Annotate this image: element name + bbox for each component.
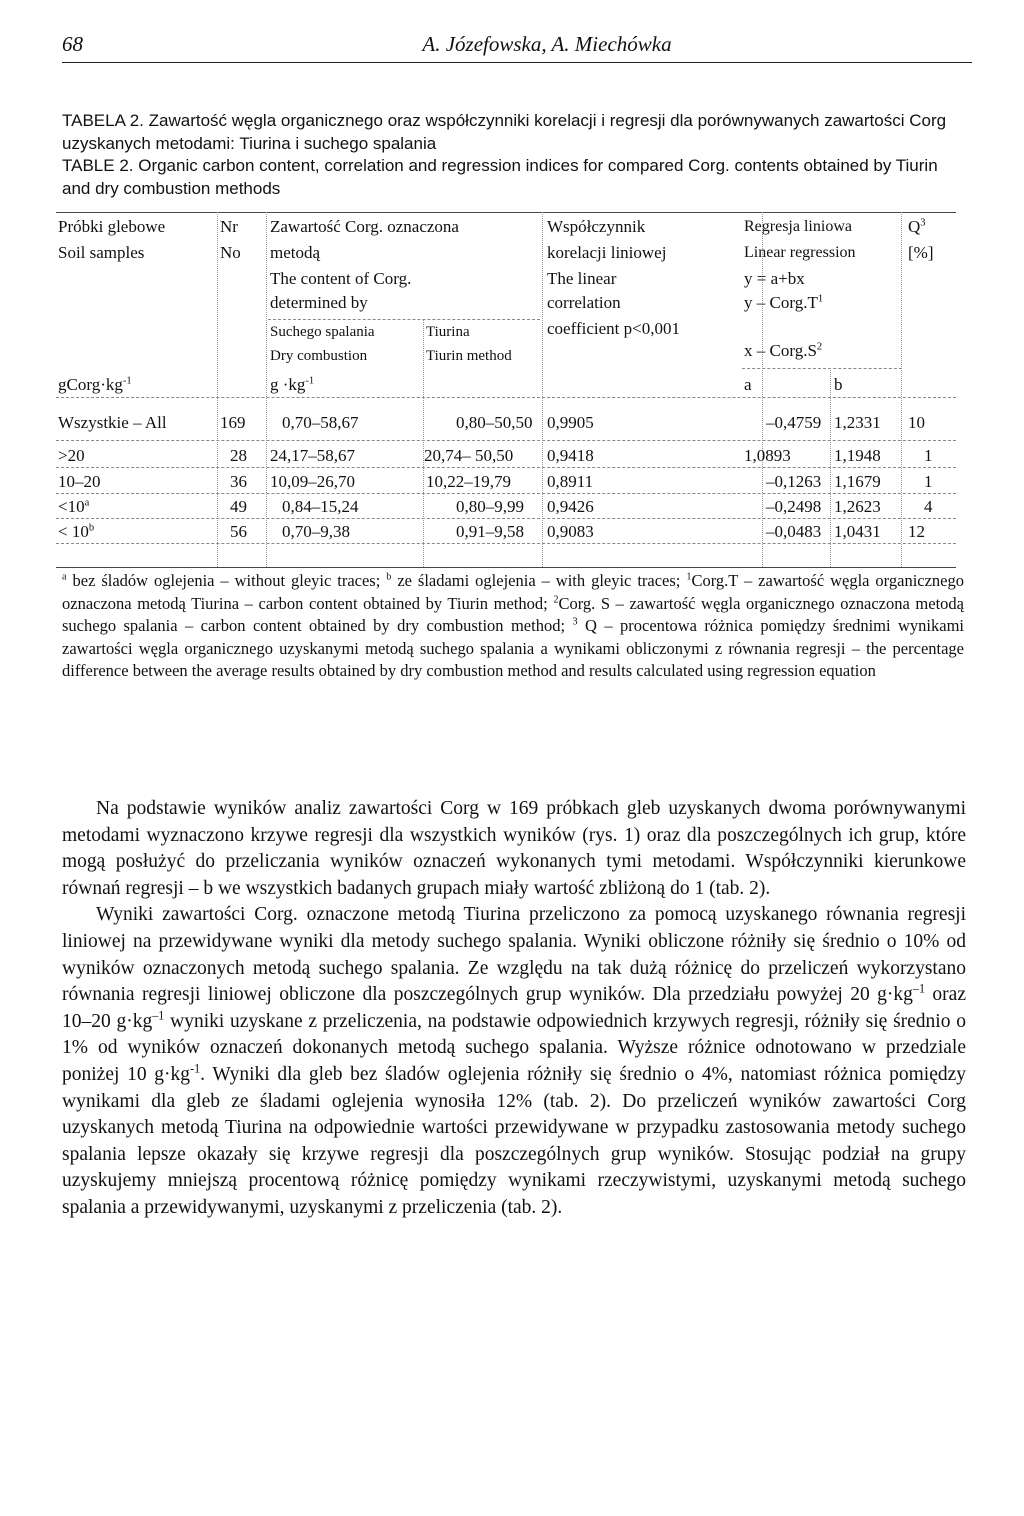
row-gt20-b: 1,1948: [834, 446, 881, 465]
row-10-20-sample: 10–20: [58, 472, 101, 491]
row-10-20-q: 1: [924, 472, 933, 491]
header-tiurin-en: Tiurin method: [426, 348, 512, 364]
page-number: 68: [62, 32, 83, 56]
row-lt10a-tiurin: 0,80–9,99: [456, 497, 524, 516]
row-gt20-tiurin: 20,74– 50,50: [424, 446, 514, 465]
row-gt20-a: 1,0893: [744, 446, 791, 465]
header-subrule: [268, 319, 540, 320]
header-a: a: [744, 375, 752, 394]
header-content-en-2: determined by: [270, 293, 368, 312]
header-content-pl-1: Zawartość Corg. oznaczona: [270, 217, 459, 236]
row-10-20-a: –0,1263: [766, 472, 822, 491]
header-coef-en-3: coefficient p<0,001: [547, 319, 680, 338]
row-10-20-b: 1,1679: [834, 472, 881, 491]
col-sep: [266, 212, 267, 567]
row-10-20-r: 0,8911: [547, 472, 594, 491]
row-all-nr: 169: [220, 413, 246, 432]
row-all-dry: 0,70–58,67: [282, 413, 359, 432]
table-bottom-rule: [56, 567, 956, 568]
row-gt20-q: 1: [924, 446, 933, 465]
header-nr-en: No: [220, 243, 241, 262]
header-nr-pl: Nr: [220, 217, 238, 236]
row-gt20-sample: >20: [58, 446, 85, 465]
running-head-authors: A. Józefowska, A. Miechówka: [422, 32, 672, 56]
header-reg-y: y – $Corg.T^1$: [744, 293, 824, 312]
header-reg-pl: Regresja liniowa: [744, 218, 852, 235]
header-rule: [62, 62, 972, 63]
header-subrule-reg: [742, 368, 902, 369]
header-reg-eq: y = a+bx: [744, 269, 805, 288]
row-10-20-nr: 36: [230, 472, 247, 491]
header-dry-en: Dry combustion: [270, 348, 368, 364]
row-lt10b-dry: 0,70–9,38: [282, 522, 350, 541]
header-coef-en-2: correlation: [547, 293, 621, 312]
row-lt10b-nr: 56: [230, 522, 247, 541]
col-sep: [901, 212, 902, 567]
table-footnotes: [62, 570, 964, 683]
header-rule: [56, 397, 956, 398]
row-lt10a-b: 1,2623: [834, 497, 881, 516]
unit-samples: $gCorg\cdot kg^{-1}$: [58, 375, 132, 394]
header-samples-pl: Próbki glebowe: [58, 217, 166, 236]
col-sep: [423, 320, 424, 567]
row-gt20-dry: 24,17–58,67: [270, 446, 355, 465]
row-lt10b-r: 0,9083: [547, 522, 594, 541]
col-sep: [542, 212, 543, 567]
row-lt10a-dry: 0,84–15,24: [282, 497, 359, 516]
header-tiurin-pl: Tiurina: [426, 324, 470, 340]
row-lt10b-a: –0,0483: [766, 522, 822, 541]
row-lt10b-q: 12: [908, 522, 925, 541]
row-lt10b-tiurin: 0,91–9,58: [456, 522, 524, 541]
row-lt10a-a: –0,2498: [766, 497, 822, 516]
header-q: $Q^3$: [908, 217, 926, 236]
row-lt10a-sample: $<10^a$: [58, 497, 90, 516]
caption-english: TABLE 2. Organic carbon content, correlation and regression indices for compared Corg. contents obtained by Tiurin and dry combustion methods: [62, 156, 938, 198]
header-reg-x: x – $Corg.S^2$: [744, 341, 823, 360]
row-all-b: 1,2331: [834, 413, 881, 432]
footnotes-text: $^a$ bez śladów oglejenia – without gleyic traces; $^b$ ze śladami oglejenia – with gleyic traces; $^1$Corg.T – zawartość węgla organicznego oznaczona metodą Tiurina – carbon content obtained by Tiurin method; $^2$Corg. S – zawartość węgla organicznego oznaczona metodą suchego spalania – carbon content obtained by dry combustion method; $^3$ Q – procentowa różnica pomiędzy średnimi wynikami zawartości węgla organicznego uzyskanymi metodą suchego spalania a wynikami obliczonymi z równania regresji – the percentage difference between the average results obtained by dry combustion method and results calculated using regression equation: [62, 571, 965, 680]
row-10-20-tiurin: 10,22–19,79: [426, 472, 511, 491]
row-10-20-dry: 10,09–26,70: [270, 472, 355, 491]
row-lt10a-r: 0,9426: [547, 497, 594, 516]
header-coef-pl-1: Współczynnik: [547, 217, 646, 236]
row-all-sample: Wszystkie – All: [58, 413, 167, 432]
row-all-tiurin: 0,80–50,50: [456, 413, 533, 432]
row-all-q: 10: [908, 413, 925, 432]
col-sep: [830, 368, 831, 567]
row-all-a: –0,4759: [766, 413, 822, 432]
header-reg-en: Linear regression: [744, 244, 856, 261]
running-header: [62, 30, 972, 62]
header-dry-pl: Suchego spalania: [270, 324, 375, 340]
results-table: [56, 212, 956, 570]
col-sep: [762, 212, 763, 567]
header-coef-pl-2: korelacji liniowej: [547, 243, 667, 262]
row-lt10a-q: 4: [924, 497, 933, 516]
header-samples-en: Soil samples: [58, 243, 145, 262]
row-lt10b-b: 1,0431: [834, 522, 881, 541]
paragraph-2: Wyniki zawartości Corg. oznaczone metodą Tiurina przeliczono za pomocą uzyskanego równania regresji liniowej na przewidywane wyniki dla metody suchego spalania. Wyniki obliczone różniły się średnio o 10% od wyników oznaczonych metodą suchego spalania. Ze względu na tak dużą różnicę do przeliczeń wykorzystano równania regresji liniowej obliczone dla poszczególnych grup wyników. Dla przedziału powyżej 20 $g\cdot kg^{-1}$ oraz 10–20 $g\cdot kg^{-1}$ wyniki uzyskane z przeliczenia, na podstawie odpowiednich krzywych regresji, różniły się średnio o 1% od wyników oznaczeń dokonanych metodą suchego spalania. Wyższe różnice odnotowano w przedziale poniżej 10 $g\cdot kg^{-1}$. Wyniki dla gleb bez śladów oglejenia różniły się średnio o 4%, natomiast różnica pomiędzy wynikami dla gleb ze śladami oglejenia wynosiła 12% (tab. 2). Do przeliczeń wyników zawartości Corg uzyskanych metodą Tiurina na odpowiednie wartości przewidywane w przypadku zastosowania metody suchego spalania lepsze okazały się krzywe regresji dla poszczególnych grup wyników. Stosując podział na grupy uzyskujemy mniejszą procentową różnicę pomiędzy wynikami rzeczywistymi, uzyskanymi metodą suchego spalania a przewidywanymi, uzyskanymi z przeliczenia (tab. 2).: [62, 904, 967, 1218]
row-rule: [56, 440, 956, 441]
header-b: b: [834, 375, 843, 394]
header-q-unit: [%]: [908, 243, 934, 262]
body-text: [62, 796, 966, 1222]
row-rule: [56, 467, 956, 468]
paragraph-1: Na podstawie wyników analiz zawartości Corg w 169 próbkach gleb uzyskanych dwoma porównywanymi metodami wyznaczono krzywe regresji dla wszystkich wyników (rys. 1) oraz dla poszczególnych ich grup, które mogą posłużyć do przeliczania wyników oznaczeń wykonanych tymi metodami. Współczynniki kierunkowe równań regresji – b we wszystkich badanych grupach miały wartość zbliżoną do 1 (tab. 2).: [62, 798, 966, 899]
row-all-r: 0,9905: [547, 413, 594, 432]
col-sep: [217, 212, 218, 567]
row-gt20-r: 0,9418: [547, 446, 594, 465]
header-content-en-1: The content of Corg.: [270, 269, 412, 288]
row-gt20-nr: 28: [230, 446, 247, 465]
header-content-pl-2: metodą: [270, 243, 321, 262]
table-top-rule: [56, 212, 956, 213]
header-coef-en-1: The linear: [547, 269, 617, 288]
row-rule: [56, 518, 956, 519]
caption-polish: TABELA 2. Zawartość węgla organicznego oraz współczynniki korelacji i regresji dla porównywanych zawartości Corg uzyskanych metodami: Tiurina i suchego spalania: [62, 111, 947, 153]
table-caption: [62, 110, 962, 200]
row-rule: [56, 543, 956, 544]
row-rule: [56, 493, 956, 494]
row-lt10b-sample: < $10^b$: [58, 522, 95, 541]
unit-content: $g \cdot kg^{-1}$: [270, 375, 315, 394]
row-lt10a-nr: 49: [230, 497, 247, 516]
